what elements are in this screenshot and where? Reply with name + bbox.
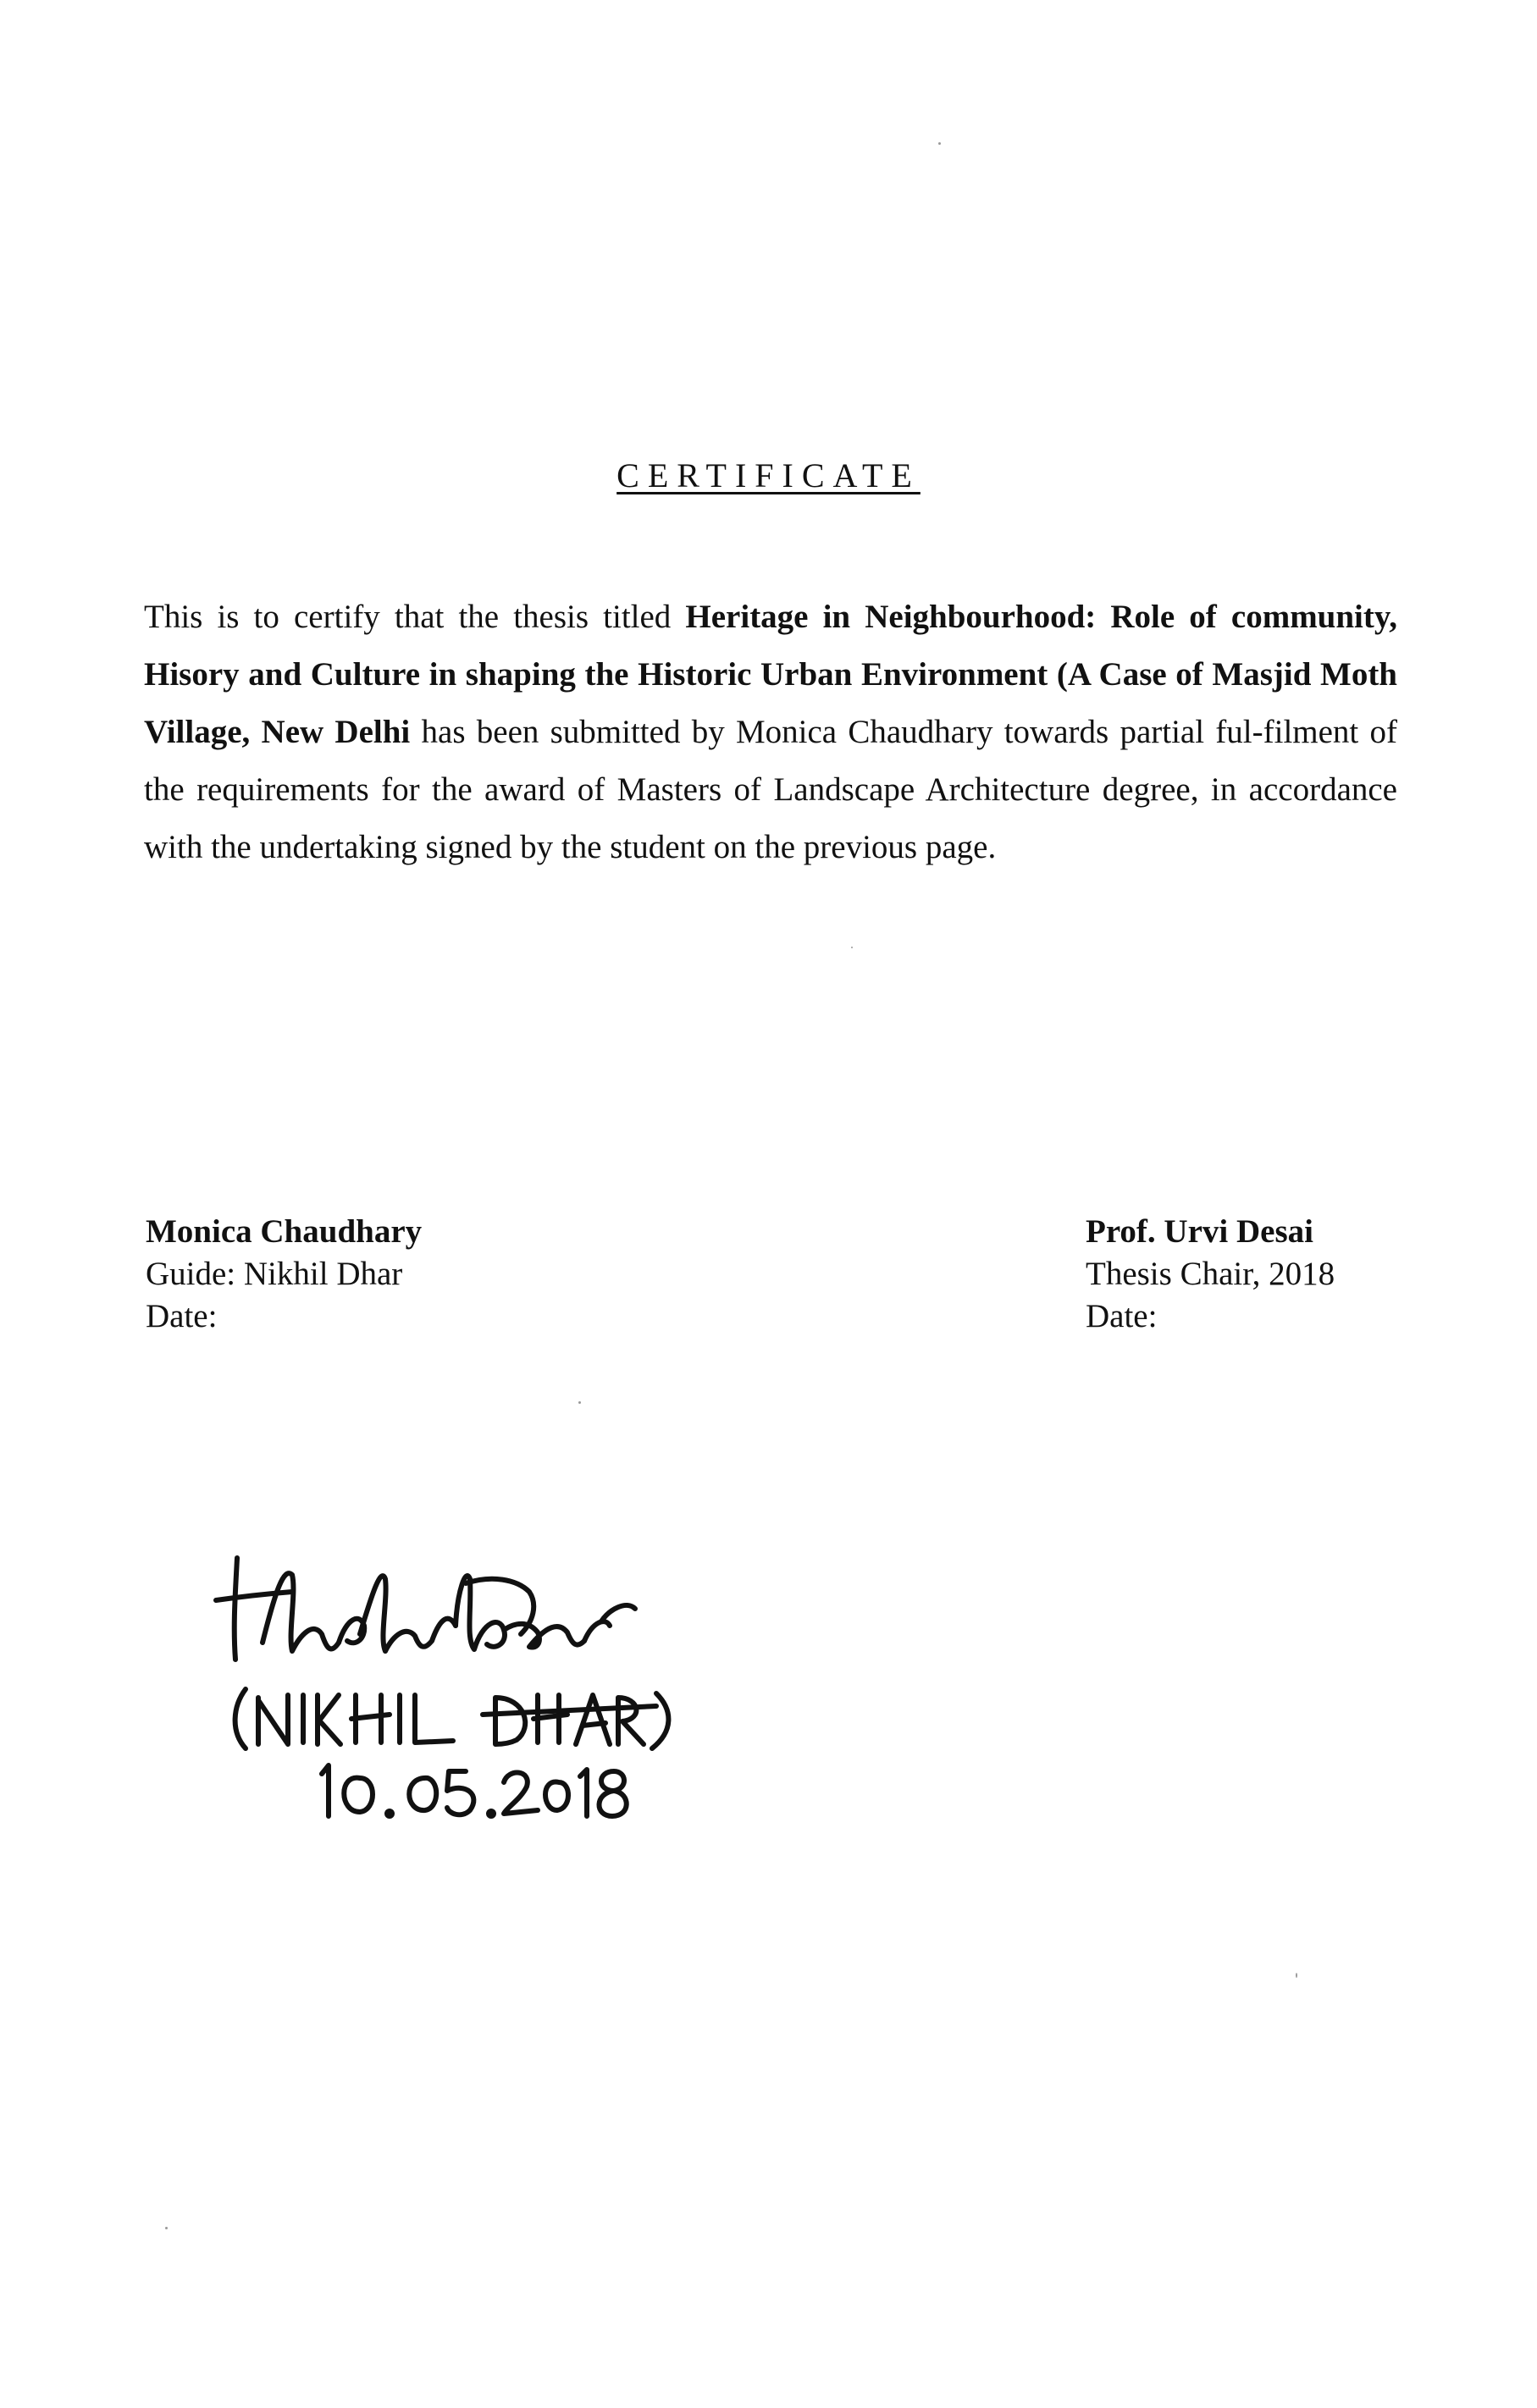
- body-intro: This is to certify that the thesis titled: [144, 599, 686, 635]
- scan-speck: [1296, 1973, 1297, 1978]
- handwritten-signature: [212, 1541, 720, 1820]
- student-signature-block: [146, 1211, 738, 1338]
- scan-speck: [165, 2227, 168, 2229]
- chair-name: Prof. Urvi Desai: [1086, 1213, 1313, 1250]
- scan-speck: [851, 947, 853, 948]
- certificate-title: CERTIFICATE: [616, 456, 921, 494]
- scan-speck: [938, 142, 941, 145]
- chair-date-label: Date:: [1086, 1298, 1158, 1334]
- certificate-body: [144, 588, 1397, 876]
- guide-name: Guide: Nikhil Dhar: [146, 1256, 403, 1292]
- body-rest: has been submitted by Monica Chaudhary towards partial ful-filment of the requirements for the award of Masters of Landscape Architecture degree, in accordance with the undertaking signed by the student on the previous page.: [144, 714, 1397, 865]
- chair-signature-block: [1086, 1211, 1509, 1338]
- scan-speck: [578, 1401, 581, 1404]
- thesis-title: Heritage in Neighbourhood: Role of community, Hisory and Culture in shaping the Historic Urban Environment (A Case of Masjid Moth Village, New Delhi: [144, 599, 1397, 750]
- student-date-label: Date:: [146, 1298, 218, 1334]
- chair-role: Thesis Chair, 2018: [1086, 1256, 1335, 1292]
- student-name: Monica Chaudhary: [146, 1213, 423, 1250]
